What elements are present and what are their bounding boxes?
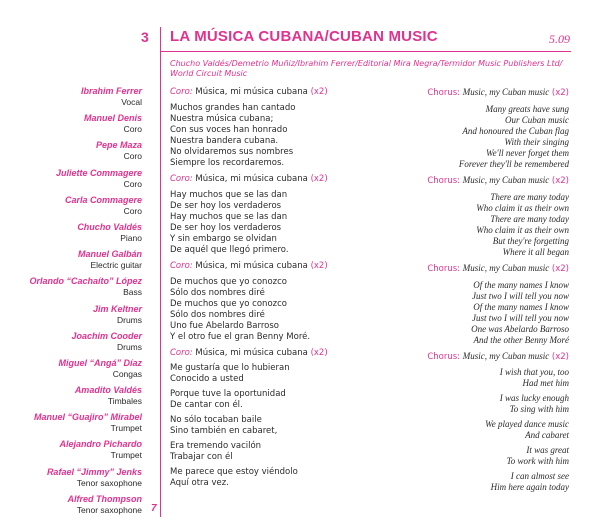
chorus-repeat: (x2) bbox=[310, 348, 328, 358]
lyric-line: To sing with him bbox=[509, 404, 569, 414]
chorus-label: Chorus: bbox=[427, 176, 461, 186]
lyric-line: Muchos grandes han cantado bbox=[170, 103, 296, 113]
musician-entry bbox=[29, 439, 142, 461]
musician-name: Manuel Denis bbox=[83, 113, 142, 124]
musician-entry bbox=[29, 195, 142, 217]
musician-role: Electric guitar bbox=[90, 260, 142, 271]
chorus-line-english bbox=[369, 175, 569, 187]
musician-name: Juliette Commagere bbox=[55, 167, 142, 178]
musician-role: Tenor saxophone bbox=[76, 504, 142, 515]
musician-name: Ibrahim Ferrer bbox=[80, 86, 142, 96]
lyric-line: De aquél que llegó primero. bbox=[170, 245, 289, 255]
lyric-line: Him here again today bbox=[490, 482, 569, 492]
musician-role: Piano bbox=[120, 232, 142, 243]
lyric-line: I can almost see bbox=[510, 471, 569, 481]
lyric-line: There are many today bbox=[490, 214, 569, 224]
chorus-line-english bbox=[369, 87, 569, 99]
musician-name: Manuel “Guajiro” Mirabel bbox=[33, 412, 142, 423]
chorus-repeat: (x2) bbox=[310, 174, 328, 184]
lyric-line: Y sin embargo se olvidan bbox=[170, 234, 277, 244]
musician-name: Chucho Valdés bbox=[77, 221, 142, 232]
musician-role: Tenor saxophone bbox=[76, 477, 142, 488]
musician-entry bbox=[29, 140, 142, 162]
lyric-line: Conocido a usted bbox=[170, 374, 244, 384]
musician-entry bbox=[29, 113, 142, 135]
musician-name: Alfred Thompson bbox=[67, 493, 142, 504]
chorus-label: Chorus: bbox=[427, 88, 461, 98]
lyric-line: We played dance music bbox=[485, 419, 569, 429]
musician-entry bbox=[29, 385, 142, 407]
lyric-stanza bbox=[170, 441, 400, 463]
musician-entry bbox=[29, 86, 142, 108]
lyric-line: Just two I will tell you now bbox=[472, 313, 569, 323]
lyric-stanza bbox=[170, 277, 400, 343]
lyric-line: Of the many names I know bbox=[473, 280, 569, 290]
musician-name: Carla Commagere bbox=[64, 194, 142, 205]
lyric-line: Aquí otra vez. bbox=[170, 478, 229, 488]
lyric-line: Who claim it as their own bbox=[476, 225, 569, 235]
lyric-line: No sólo tocaban baile bbox=[170, 415, 262, 425]
lyric-line: And honoured the Cuban flag bbox=[462, 126, 569, 136]
lyric-line: Who claim it as their own bbox=[476, 203, 569, 213]
lyric-line: Nuestra música cubana; bbox=[170, 114, 274, 124]
track-number: 3 bbox=[141, 29, 149, 45]
musician-entry bbox=[29, 168, 142, 190]
chorus-line-english bbox=[369, 263, 569, 275]
lyric-stanza bbox=[170, 467, 400, 489]
chorus-text: Music, my Cuban music bbox=[462, 263, 550, 273]
lyric-line: Trabajar con él bbox=[170, 452, 233, 462]
lyric-line: I wish that you, too bbox=[499, 367, 569, 377]
musician-entry bbox=[29, 467, 142, 489]
musician-name: Alejandro Pichardo bbox=[59, 439, 142, 450]
lyric-stanza bbox=[170, 415, 400, 437]
musician-name: Manuel Galbán bbox=[77, 249, 142, 260]
musician-role: Bass bbox=[123, 287, 142, 298]
lyric-line: Sino también en cabaret, bbox=[170, 426, 278, 436]
lyric-line: De cantar con él. bbox=[170, 400, 243, 410]
lyric-stanza bbox=[369, 471, 569, 493]
musician-name: Pepe Maza bbox=[95, 140, 142, 151]
credits-line: Chucho Valdés/Demetrio Muñiz/Ibrahim Ferrer/Editorial Mira Negra/Termidor Music Publishers Ltd/ bbox=[170, 59, 563, 68]
lyric-line: One was Abelardo Barroso bbox=[471, 324, 569, 334]
lyric-line: Sólo dos nombres diré bbox=[170, 310, 265, 320]
lyric-line: Sólo dos nombres diré bbox=[170, 288, 265, 298]
lyric-line: Our Cuban music bbox=[504, 115, 569, 125]
lyric-line: De muchos que yo conozco bbox=[170, 299, 287, 309]
lyric-line: And cabaret bbox=[525, 430, 569, 440]
chorus-label: Chorus: bbox=[427, 264, 461, 274]
lyric-line: It was great bbox=[526, 445, 569, 455]
chorus-text: Music, my Cuban music bbox=[462, 175, 550, 185]
musician-role: Drums bbox=[116, 314, 142, 325]
chorus-label: Coro: bbox=[170, 87, 193, 97]
musician-name: Rafael “Jimmy” Jenks bbox=[46, 466, 142, 477]
chorus-line-spanish bbox=[170, 174, 400, 185]
musician-name: Miguel “Angá” Díaz bbox=[58, 357, 142, 368]
lyric-line: Many greats have sung bbox=[485, 104, 569, 114]
chorus-line-spanish bbox=[170, 348, 400, 359]
vertical-divider bbox=[160, 27, 161, 517]
musician-role: Trumpet bbox=[110, 450, 142, 461]
musician-role: Trumpet bbox=[110, 423, 142, 434]
musician-role: Vocal bbox=[121, 97, 142, 107]
page-number: 7 bbox=[151, 503, 157, 514]
musician-entry bbox=[29, 494, 142, 516]
lyric-line: But they're forgetting bbox=[492, 236, 569, 246]
chorus-repeat: (x2) bbox=[310, 87, 328, 97]
lyric-line: Porque tuve la oportunidad bbox=[170, 389, 286, 399]
musician-role: Coro bbox=[123, 178, 142, 189]
chorus-repeat: (x2) bbox=[310, 261, 328, 271]
lyric-line: Where it all began bbox=[502, 247, 569, 257]
chorus-repeat: (x2) bbox=[551, 88, 569, 98]
chorus-text: Música, mi música cubana bbox=[195, 87, 308, 97]
lyric-line: Siempre los recordaremos. bbox=[170, 158, 285, 168]
lyric-line: There are many today bbox=[490, 192, 569, 202]
chorus-text: Música, mi música cubana bbox=[195, 261, 308, 271]
musician-role: Coro bbox=[123, 151, 142, 162]
lyric-line: Me gustaría que lo hubieran bbox=[170, 363, 290, 373]
musician-entry bbox=[29, 304, 142, 326]
lyric-stanza bbox=[170, 363, 400, 385]
lyric-line: Nuestra bandera cubana. bbox=[170, 136, 279, 146]
horizontal-divider bbox=[161, 51, 571, 52]
musician-entry bbox=[29, 412, 142, 434]
musician-role: Congas bbox=[112, 368, 142, 379]
chorus-label: Coro: bbox=[170, 348, 193, 358]
musician-name: Amadito Valdés bbox=[74, 385, 142, 396]
chorus-text: Música, mi música cubana bbox=[195, 174, 308, 184]
songwriter-credits bbox=[170, 59, 570, 79]
lyric-line: With their singing bbox=[504, 137, 569, 147]
lyric-line: Me parece que estoy viéndolo bbox=[170, 467, 298, 477]
lyric-stanza bbox=[170, 190, 400, 256]
musician-entry bbox=[29, 249, 142, 271]
chorus-label: Coro: bbox=[170, 261, 193, 271]
lyric-stanza bbox=[170, 103, 400, 169]
chorus-line-english bbox=[369, 351, 569, 363]
chorus-repeat: (x2) bbox=[551, 264, 569, 274]
lyric-stanza bbox=[369, 192, 569, 258]
chorus-text: Music, my Cuban music bbox=[462, 351, 550, 361]
lyric-line: Just two I will tell you now bbox=[472, 291, 569, 301]
chorus-label: Coro: bbox=[170, 174, 193, 184]
lyric-line: Uno fue Abelardo Barroso bbox=[170, 321, 279, 331]
lyric-line: No olvidaremos sus nombres bbox=[170, 147, 294, 157]
musician-name: Joachim Cooder bbox=[71, 330, 142, 341]
lyric-stanza bbox=[369, 445, 569, 467]
lyric-line: Era tremendo vacilón bbox=[170, 441, 262, 451]
chorus-repeat: (x2) bbox=[551, 176, 569, 186]
lyric-line: Hay muchos que se las dan bbox=[170, 190, 288, 200]
lyric-line: Forever they'll be remembered bbox=[458, 159, 569, 169]
chorus-line-spanish bbox=[170, 261, 400, 272]
lyric-stanza bbox=[369, 367, 569, 389]
lyric-stanza bbox=[369, 419, 569, 441]
chorus-text: Música, mi música cubana bbox=[195, 348, 308, 358]
lyric-line: De ser hoy los verdaderos bbox=[170, 201, 282, 211]
lyric-line: Of the many names I know bbox=[473, 302, 569, 312]
chorus-label: Chorus: bbox=[427, 352, 461, 362]
spanish-lyrics bbox=[170, 87, 400, 493]
lyric-line: De muchos que yo conozco bbox=[170, 277, 287, 287]
lyric-line: Hay muchos que se las dan bbox=[170, 212, 288, 222]
lyric-line: We'll never forget them bbox=[486, 148, 569, 158]
lyric-line: To work with him bbox=[506, 456, 569, 466]
song-title: LA MÚSICA CUBANA/CUBAN MUSIC bbox=[170, 28, 438, 45]
lyric-line: Y el otro fue el gran Benny Moré. bbox=[170, 332, 311, 342]
track-duration: 5.09 bbox=[549, 32, 570, 46]
musician-entry bbox=[29, 276, 142, 298]
lyric-stanza bbox=[170, 389, 400, 411]
musician-role: Drums bbox=[116, 341, 142, 352]
lyric-stanza bbox=[369, 393, 569, 415]
chorus-repeat: (x2) bbox=[551, 352, 569, 362]
english-lyrics bbox=[369, 87, 569, 497]
musician-name: Orlando “Cachaíto” López bbox=[29, 276, 142, 287]
chorus-line-spanish bbox=[170, 87, 400, 98]
chorus-text: Music, my Cuban music bbox=[462, 87, 550, 97]
credits-line: World Circuit Music bbox=[170, 69, 248, 78]
musician-role: Coro bbox=[123, 124, 142, 135]
lyric-line: De ser hoy los verdaderos bbox=[170, 223, 282, 233]
musician-name: Jim Keltner bbox=[92, 303, 142, 314]
lyric-stanza bbox=[369, 104, 569, 170]
musician-role: Coro bbox=[123, 205, 142, 216]
lyric-line: Had met him bbox=[522, 378, 569, 388]
musician-role: Timbales bbox=[107, 396, 142, 407]
lyric-line: Con sus voces han honrado bbox=[170, 125, 288, 135]
lyric-line: And the other Benny Moré bbox=[473, 335, 569, 345]
musician-entry bbox=[29, 331, 142, 353]
lyric-line: I was lucky enough bbox=[499, 393, 569, 403]
musician-entry bbox=[29, 222, 142, 244]
lyric-stanza bbox=[369, 280, 569, 346]
musician-entry bbox=[29, 358, 142, 380]
musician-list bbox=[29, 86, 142, 521]
